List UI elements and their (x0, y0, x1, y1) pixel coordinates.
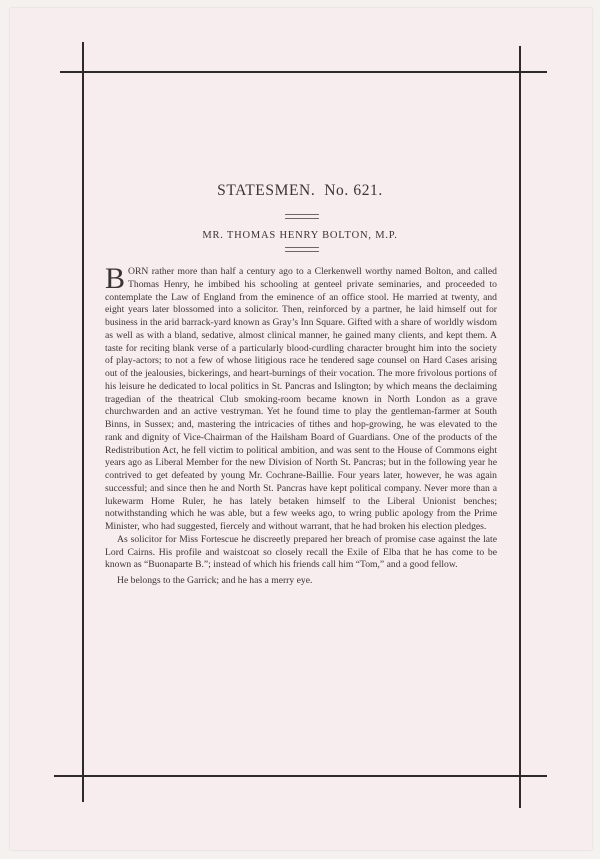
article-body (105, 262, 497, 588)
border-rule-top (60, 71, 547, 73)
subtitle-ornament-rule (285, 247, 319, 252)
paragraph-2: As solicitor for Miss Fortescue he discreetly prepared her breach of promise case against the late Lord Cairns. His profile and waistcoat so closely recall the Exile of Elba that he has come to be known as “Buonaparte B.”; instead of which his friends call him “Tom,” and a good fellow. (105, 533, 497, 571)
paragraph-1 (105, 262, 497, 534)
paragraph-3: He belongs to the Garrick; and he has a merry eye. (117, 575, 313, 586)
drop-cap: B (105, 262, 126, 295)
title-ornament-rule (285, 214, 319, 219)
page-subtitle: MR. THOMAS HENRY BOLTON, M.P. (202, 230, 398, 241)
border-rule-bottom (54, 775, 547, 777)
page-title: STATESMEN. No. 621. (217, 182, 383, 199)
border-rule-right (519, 46, 521, 808)
border-rule-left (82, 42, 84, 802)
paragraph-1-text: ORN rather more than half a century ago to a Clerkenwell worthy named Bolton, and called Thomas Henry, he imbibed his schooling at genteel private seminaries, and proceeded to contemplate the Law of England from the eminence of an office stool. He married at twenty, and eight years later blossomed into a solicitor. Then, reinforced by a partner, he laid himself out for business in the arid barrack-yard known as Gray’s Inn Square. Gifted with a share of worldly wisdom as well as with a bland, sedative, almost clinical manner, he gained many clients, and kept them. A taste for reciting blank verse of a particularly blood-curdling character brought him into the society of play-actors; to not a few of whose litigious race he tendered sage counsel on Hard Cases arising out of the jealousies, bickerings, and heart-burnings of their vocation. The more frivolous portions of his leisure he dedicated to local politics in St. Pancras and Islington; by which means the declaiming tragedian of the theatrical Club smoking-room became known in North London as a grave churchwarden and an active vestryman. Yet he found time to play the gentleman-farmer at South Binns, in Sussex; and, mastering the intricacies of tithes and hop-growing, he was elevated to the rank and dignity of Vice-Chairman of the Hailsham Board of Guardians. One of the products of the Redistribution Act, he fell victim to political ambition, and was sent to the House of Commons eight years ago as Liberal Member for the new Division of North St. Pancras; but in the following year he contrived to get defeated by young Mr. Cochrane-Baillie. Four years later, however, he was again successful; and since then he and North St. Pancras have kept political company. Never more than a lukewarm Home Ruler, he has lately betaken himself to the Liberal Unionist benches; notwithstanding which he was able, but a few weeks ago, to wring public apology from the Prime Minister, who had suggested, fiercely and without warrant, that he had broken his election pledges. (105, 266, 497, 532)
